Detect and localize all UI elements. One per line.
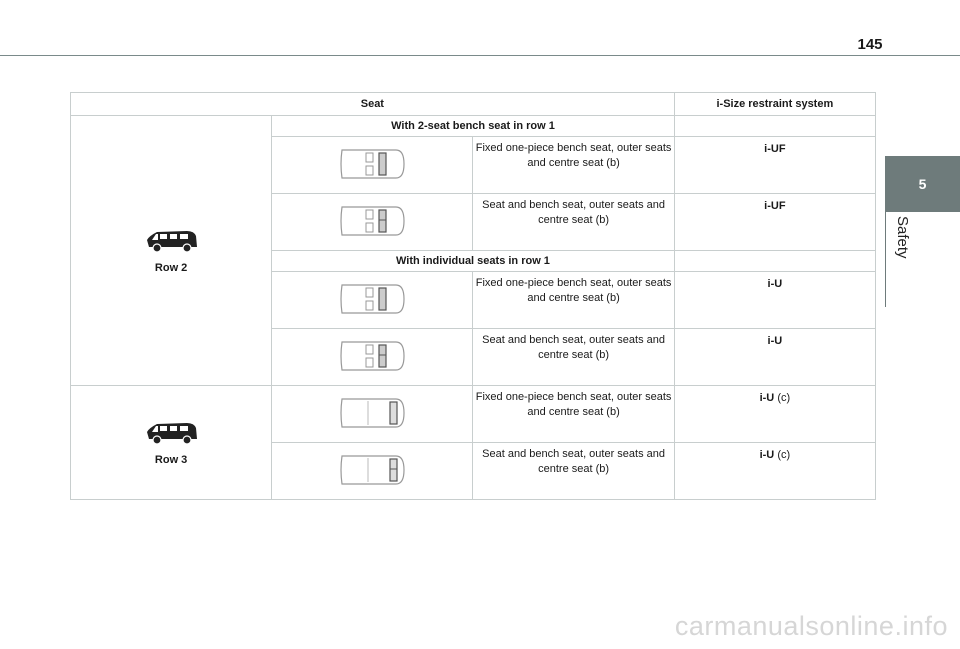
van-icon — [143, 420, 199, 446]
row3-label: Row 3 — [154, 453, 188, 466]
table-row — [71, 386, 876, 443]
seat-description: Seat and bench seat, outer seats and centre seat (b) — [473, 443, 674, 500]
seat-layout-icon — [338, 450, 406, 490]
row3-cell — [71, 386, 272, 500]
row2-cell — [71, 116, 272, 386]
system-value: i-UF — [674, 137, 875, 194]
group1-title-value — [674, 116, 875, 137]
section-tab-label: Safety — [894, 216, 911, 259]
section-tab-line — [885, 212, 886, 307]
van-icon — [143, 228, 199, 254]
seat-diagram-cell — [272, 386, 473, 443]
section-tab-number: 5 — [918, 176, 927, 192]
system-value-cell — [674, 386, 875, 443]
seat-diagram-cell — [272, 443, 473, 500]
seat-layout-icon — [338, 279, 406, 319]
seat-diagram-cell — [272, 272, 473, 329]
isize-restraint-table — [70, 92, 876, 500]
seat-description: Fixed one-piece bench seat, outer seats and centre seat (b) — [473, 272, 674, 329]
system-value-cell — [674, 443, 875, 500]
seat-description: Fixed one-piece bench seat, outer seats and centre seat (b) — [473, 137, 674, 194]
seat-layout-icon — [338, 201, 406, 241]
system-value: i-U — [674, 329, 875, 386]
group1-title: With 2-seat bench seat in row 1 — [272, 116, 674, 137]
group2-title: With individual seats in row 1 — [272, 251, 674, 272]
row2-label: Row 2 — [154, 261, 188, 274]
seat-layout-icon — [338, 144, 406, 184]
seat-diagram-cell — [272, 329, 473, 386]
system-value: i-U — [759, 392, 775, 404]
seat-layout-icon — [338, 336, 406, 376]
header-system: i-Size restraint system — [674, 93, 875, 116]
system-value: i-U — [674, 272, 875, 329]
section-tab[interactable] — [885, 156, 960, 212]
seat-description: Fixed one-piece bench seat, outer seats and centre seat (b) — [473, 386, 674, 443]
seat-diagram-cell — [272, 194, 473, 251]
seat-layout-icon — [338, 393, 406, 433]
seat-description: Seat and bench seat, outer seats and centre seat (b) — [473, 329, 674, 386]
system-value: i-UF — [674, 194, 875, 251]
system-value: i-U — [759, 449, 775, 461]
table-subheader-row — [71, 116, 876, 137]
table-header-row — [71, 93, 876, 116]
watermark: carmanualsonline.info — [674, 611, 948, 641]
system-note: (c) — [777, 392, 791, 404]
seat-diagram-cell — [272, 137, 473, 194]
system-note: (c) — [777, 449, 791, 461]
page-number: 145 — [857, 36, 883, 53]
header-rule — [0, 55, 960, 56]
seat-description: Seat and bench seat, outer seats and centre seat (b) — [473, 194, 674, 251]
group2-title-value — [674, 251, 875, 272]
header-seat: Seat — [71, 93, 675, 116]
